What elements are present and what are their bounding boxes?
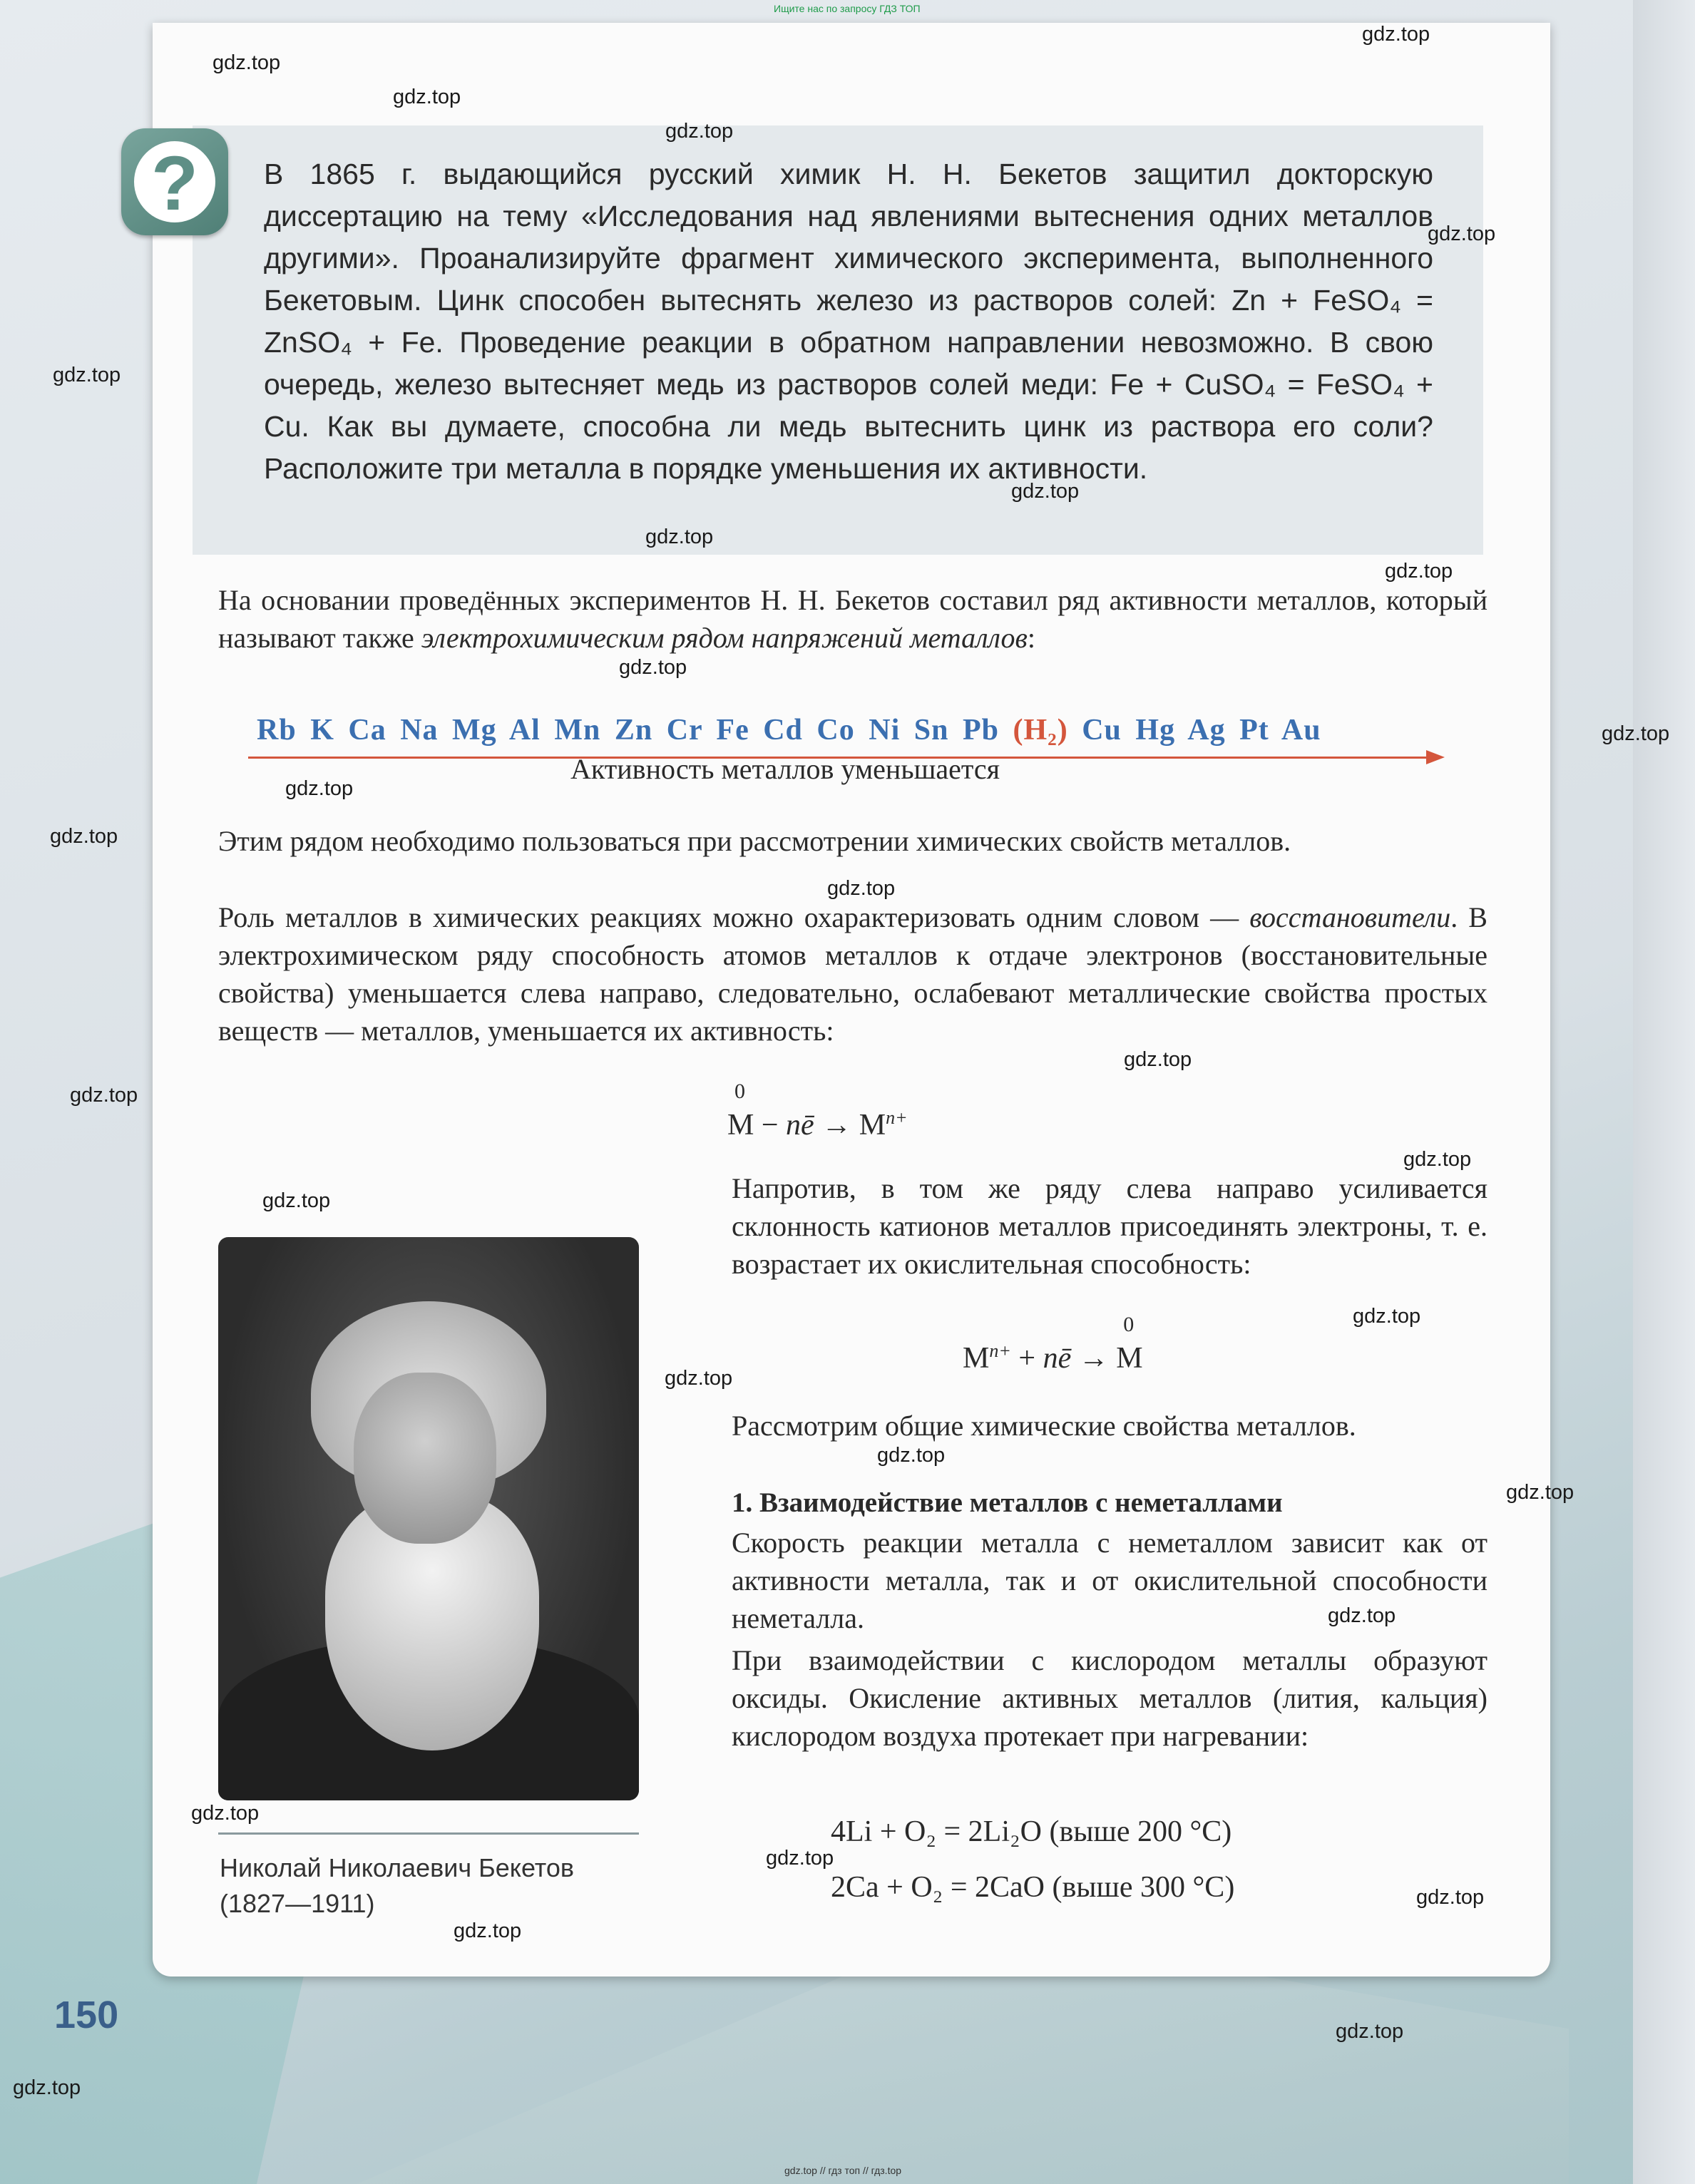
- page-number: 150: [54, 1994, 119, 2036]
- watermark: gdz.top: [191, 1802, 260, 1825]
- watermark: gdz.top: [53, 364, 121, 386]
- watermark: gdz.top: [393, 86, 461, 108]
- portrait-caption: [220, 1850, 647, 1922]
- paragraph-cations: Напротив, в том же ряду слева направо усиливается склонность катионов металлов присоединять электроны, т. е. возрастает их окислительная способность:: [732, 1172, 1487, 1280]
- watermark: gdz.top: [454, 1919, 522, 1942]
- series-caption: Активность металлов уменьшается: [570, 753, 1000, 785]
- watermark: gdz.top: [13, 2076, 81, 2099]
- watermark: gdz.top: [645, 526, 714, 548]
- question-mark-icon: ?: [121, 128, 228, 235]
- watermark: gdz.top: [70, 1084, 138, 1107]
- watermark: gdz.top: [665, 120, 734, 143]
- watermark: gdz.top: [1602, 722, 1670, 745]
- watermark: gdz.top: [262, 1189, 331, 1212]
- background-strip: [1633, 0, 1695, 2184]
- watermark: gdz.top: [1416, 1886, 1485, 1909]
- section-heading: 1. Взаимодействие металлов с неметаллами: [732, 1487, 1283, 1518]
- equation-oxidation: 0 M − nē → $M^{n+}$: [727, 1080, 908, 1142]
- watermark: gdz.top: [1328, 1604, 1396, 1627]
- watermark: gdz.top: [1385, 560, 1453, 583]
- watermark: gdz.top: [665, 1367, 733, 1390]
- watermark: gdz.top: [766, 1847, 834, 1870]
- caption-name: Николай Николаевич Бекетов: [220, 1853, 575, 1882]
- watermark: gdz.top: [212, 51, 281, 74]
- equation-calcium: 2Ca + O₂ = 2CaO (выше 300 °C): [831, 1871, 1235, 1904]
- portrait-beketov: [218, 1237, 639, 1800]
- paragraph-series-usage: Этим рядом необходимо пользоваться при рассмотрении химических свойств металлов.: [218, 825, 1291, 857]
- caption-years: (1827—1911): [220, 1889, 375, 1918]
- equation-reduction: $M^{n+}$ + nē → 0 M: [963, 1313, 1143, 1375]
- paragraph-reaction-rate: Скорость реакции металла с неметаллом зависит как от активности металла, так и от окислительной способности неметалла.: [732, 1527, 1487, 1634]
- series-metals-before: Rb K Ca Na Mg Al Mn Zn Cr Fe Cd Co Ni Sn Pb: [257, 714, 999, 747]
- watermark: gdz.top: [285, 777, 354, 800]
- equation-lithium: 4Li + O₂ = 2Li₂O (выше 200 °C): [831, 1815, 1232, 1848]
- series-metals-after: Cu Hg Ag Pt Au: [1082, 714, 1321, 747]
- caption-divider: [218, 1832, 639, 1835]
- watermark: gdz.top: [827, 877, 896, 900]
- watermark: gdz.top: [1011, 480, 1080, 503]
- paragraph-oxides: При взаимодействии с кислородом металлы образуют оксиды. Окисление активных металлов (лития, кальция) кислородом воздуха протекает при нагревании:: [732, 1644, 1487, 1752]
- arrow-right-icon: [1426, 750, 1445, 764]
- watermark: gdz.top: [1336, 2020, 1404, 2043]
- watermark: gdz.top: [1353, 1305, 1421, 1328]
- watermark: gdz.top: [1428, 222, 1496, 245]
- watermark: gdz.top: [1403, 1148, 1472, 1171]
- activity-series: [257, 713, 1448, 747]
- watermark: gdz.top: [1362, 23, 1430, 46]
- question-text: В 1865 г. выдающийся русский химик Н. Н. Бекетов защитил докторскую диссертацию на тему «Исследования над явлениями вытеснения одних металлов другими». Проанализируйте фрагмент химического эксперимента, выполненного Бекетовым. Цинк способен вытеснять железо из растворов солей: Zn + FeSO₄ = ZnSO₄ + Fe. Проведение реакции в обратном направлении невозможно. В свою очередь, железо вытесняет медь из растворов солей меди: Fe + CuSO₄ = FeSO₄ + Cu. Как вы думаете, способна ли медь вытеснить цинк из раствора его соли? Расположите три металла в порядке уменьшения их активности.: [264, 158, 1433, 485]
- paragraph-properties: Рассмотрим общие химические свойства металлов.: [732, 1410, 1356, 1442]
- series-hydrogen: (H₂): [1013, 714, 1068, 747]
- watermark: gdz.top: [877, 1444, 946, 1467]
- paragraph-series-intro: На основании проведённых экспериментов Н. Н. Бекетов составил ряд активности металлов, который называют также электрохимическим рядом напряжений металлов:: [218, 584, 1487, 654]
- watermark: gdz.top: [619, 656, 687, 679]
- watermark: gdz.top: [1124, 1048, 1192, 1071]
- paragraph-reducers: Роль металлов в химических реакциях можно охарактеризовать одним словом — восстановители. В электрохимическом ряду способность атомов металлов к отдаче электронов (восстановительные свойства) уменьшается слева направо, следовательно, ослабевают металлические свойства простых веществ — металлов, уменьшается их активность:: [218, 901, 1487, 1047]
- watermark: gdz.top: [50, 825, 118, 848]
- watermark: gdz.top: [1506, 1481, 1574, 1504]
- top-note: Ищите нас по запросу ГДЗ ТОП: [774, 3, 921, 14]
- bottom-note: gdz.top // гдз топ // гдз.top: [784, 2165, 902, 2176]
